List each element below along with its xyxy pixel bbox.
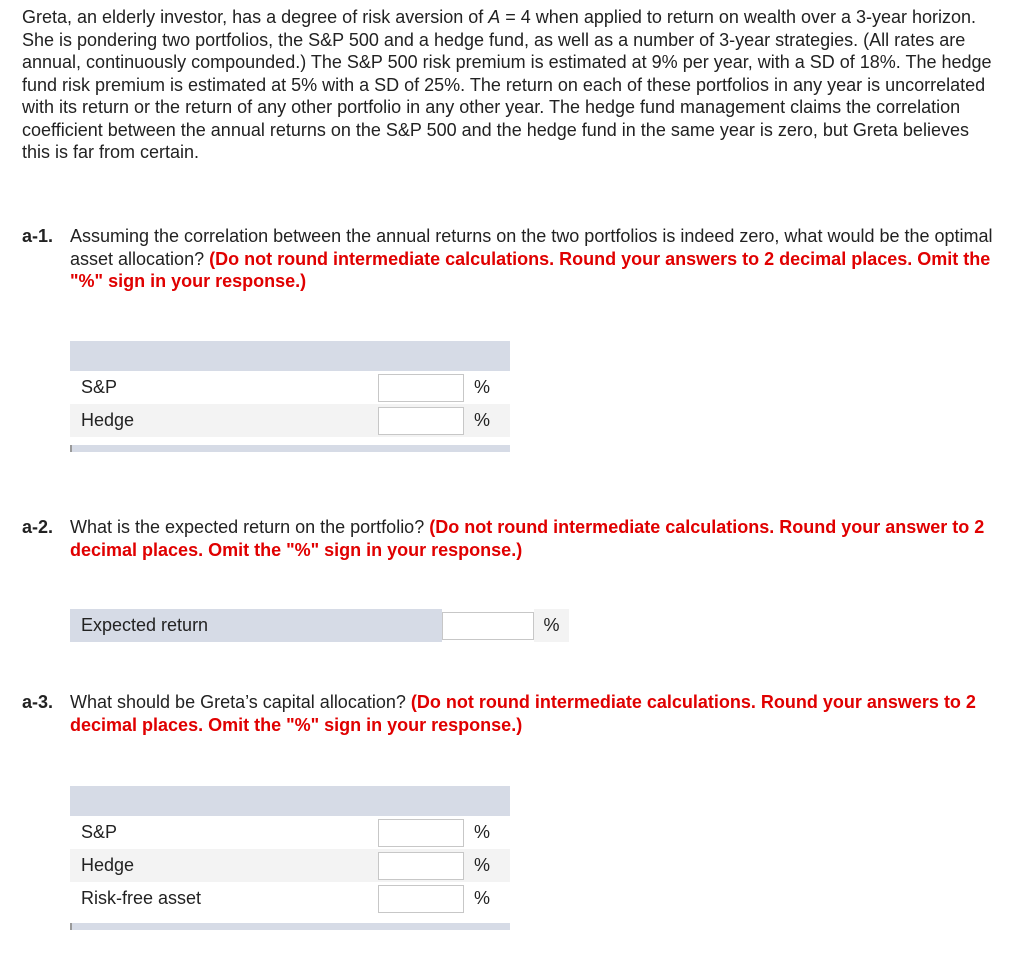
percent-unit: %	[474, 410, 491, 430]
question-a2	[22, 516, 997, 561]
intro-text-start: Greta, an elderly investor, has a degree of risk aversion of	[22, 7, 489, 27]
row-label: Hedge	[81, 855, 135, 875]
question-a3	[22, 691, 997, 736]
question-instruction: (Do not round intermediate calculations. Round your answers to 2 decimal places. Omit the "%" sign in your response.)	[70, 692, 976, 735]
intro-text-rest: = 4 when applied to return on wealth over a 3-year horizon. She is pondering two portfolios, the S&P 500 and a hedge fund, as well as a number of 3-year strategies. (All rates are annual, continuously compounded.) The S&P 500 risk premium is estimated at 9% per year, with a SD of 18%. The hedge fund risk premium is estimated at 5% with a SD of 25%. The return on each of these portfolios in any year is uncorrelated with its return or the return of any other portfolio in any other year. The hedge fund management claims the correlation coefficient between the annual returns on the S&P 500 and the hedge fund in the same year is zero, but Greta believes this is far from certain.	[22, 7, 992, 162]
row-label: S&P	[81, 377, 118, 397]
question-text: Assuming the correlation between the annual returns on the two portfolios is indeed zero, what would be the optimal asset allocation?	[70, 226, 993, 269]
hedge-allocation-input[interactable]	[378, 407, 464, 435]
sp-allocation-input[interactable]	[378, 374, 464, 402]
question-instruction: (Do not round intermediate calculations. Round your answer to 2 decimal places. Omit the "%" sign in your response.)	[70, 517, 985, 560]
percent-unit: %	[474, 855, 491, 875]
question-body	[70, 225, 997, 293]
expected-return-input[interactable]	[442, 612, 534, 640]
risk-aversion-variable: A	[488, 7, 501, 27]
percent-unit: %	[534, 609, 569, 642]
question-text: What should be Greta’s capital allocation?	[70, 692, 411, 712]
table-row	[70, 849, 510, 882]
sp-capital-input[interactable]	[378, 819, 464, 847]
table-row	[70, 816, 510, 849]
question-body	[70, 516, 997, 561]
table-row	[70, 404, 510, 437]
answer-table-a3	[70, 786, 510, 930]
problem-statement	[22, 6, 997, 164]
percent-unit: %	[474, 888, 491, 908]
percent-unit: %	[474, 822, 491, 842]
row-label: Hedge	[81, 410, 135, 430]
table-row	[70, 882, 510, 915]
question-body	[70, 691, 997, 736]
risk-free-capital-input[interactable]	[378, 885, 464, 913]
hedge-capital-input[interactable]	[378, 852, 464, 880]
row-label: Risk-free asset	[81, 888, 202, 908]
question-number: a-3.	[22, 692, 54, 712]
table-header	[70, 341, 510, 371]
percent-unit: %	[474, 377, 491, 397]
question-number: a-2.	[22, 517, 54, 537]
expected-return-row	[70, 609, 569, 642]
question-text: What is the expected return on the portfolio?	[70, 517, 430, 537]
row-label: S&P	[81, 822, 118, 842]
question-instruction: (Do not round intermediate calculations. Round your answers to 2 decimal places. Omit the "%" sign in your response.)	[70, 248, 991, 291]
question-number: a-1.	[22, 226, 54, 246]
table-footer	[70, 923, 510, 930]
input-cell	[442, 609, 534, 642]
answer-table-a1	[70, 341, 510, 452]
row-label: Expected return	[81, 615, 209, 635]
table-footer	[70, 445, 510, 452]
question-a1	[22, 225, 997, 293]
table-row	[70, 371, 510, 404]
table-header	[70, 786, 510, 816]
